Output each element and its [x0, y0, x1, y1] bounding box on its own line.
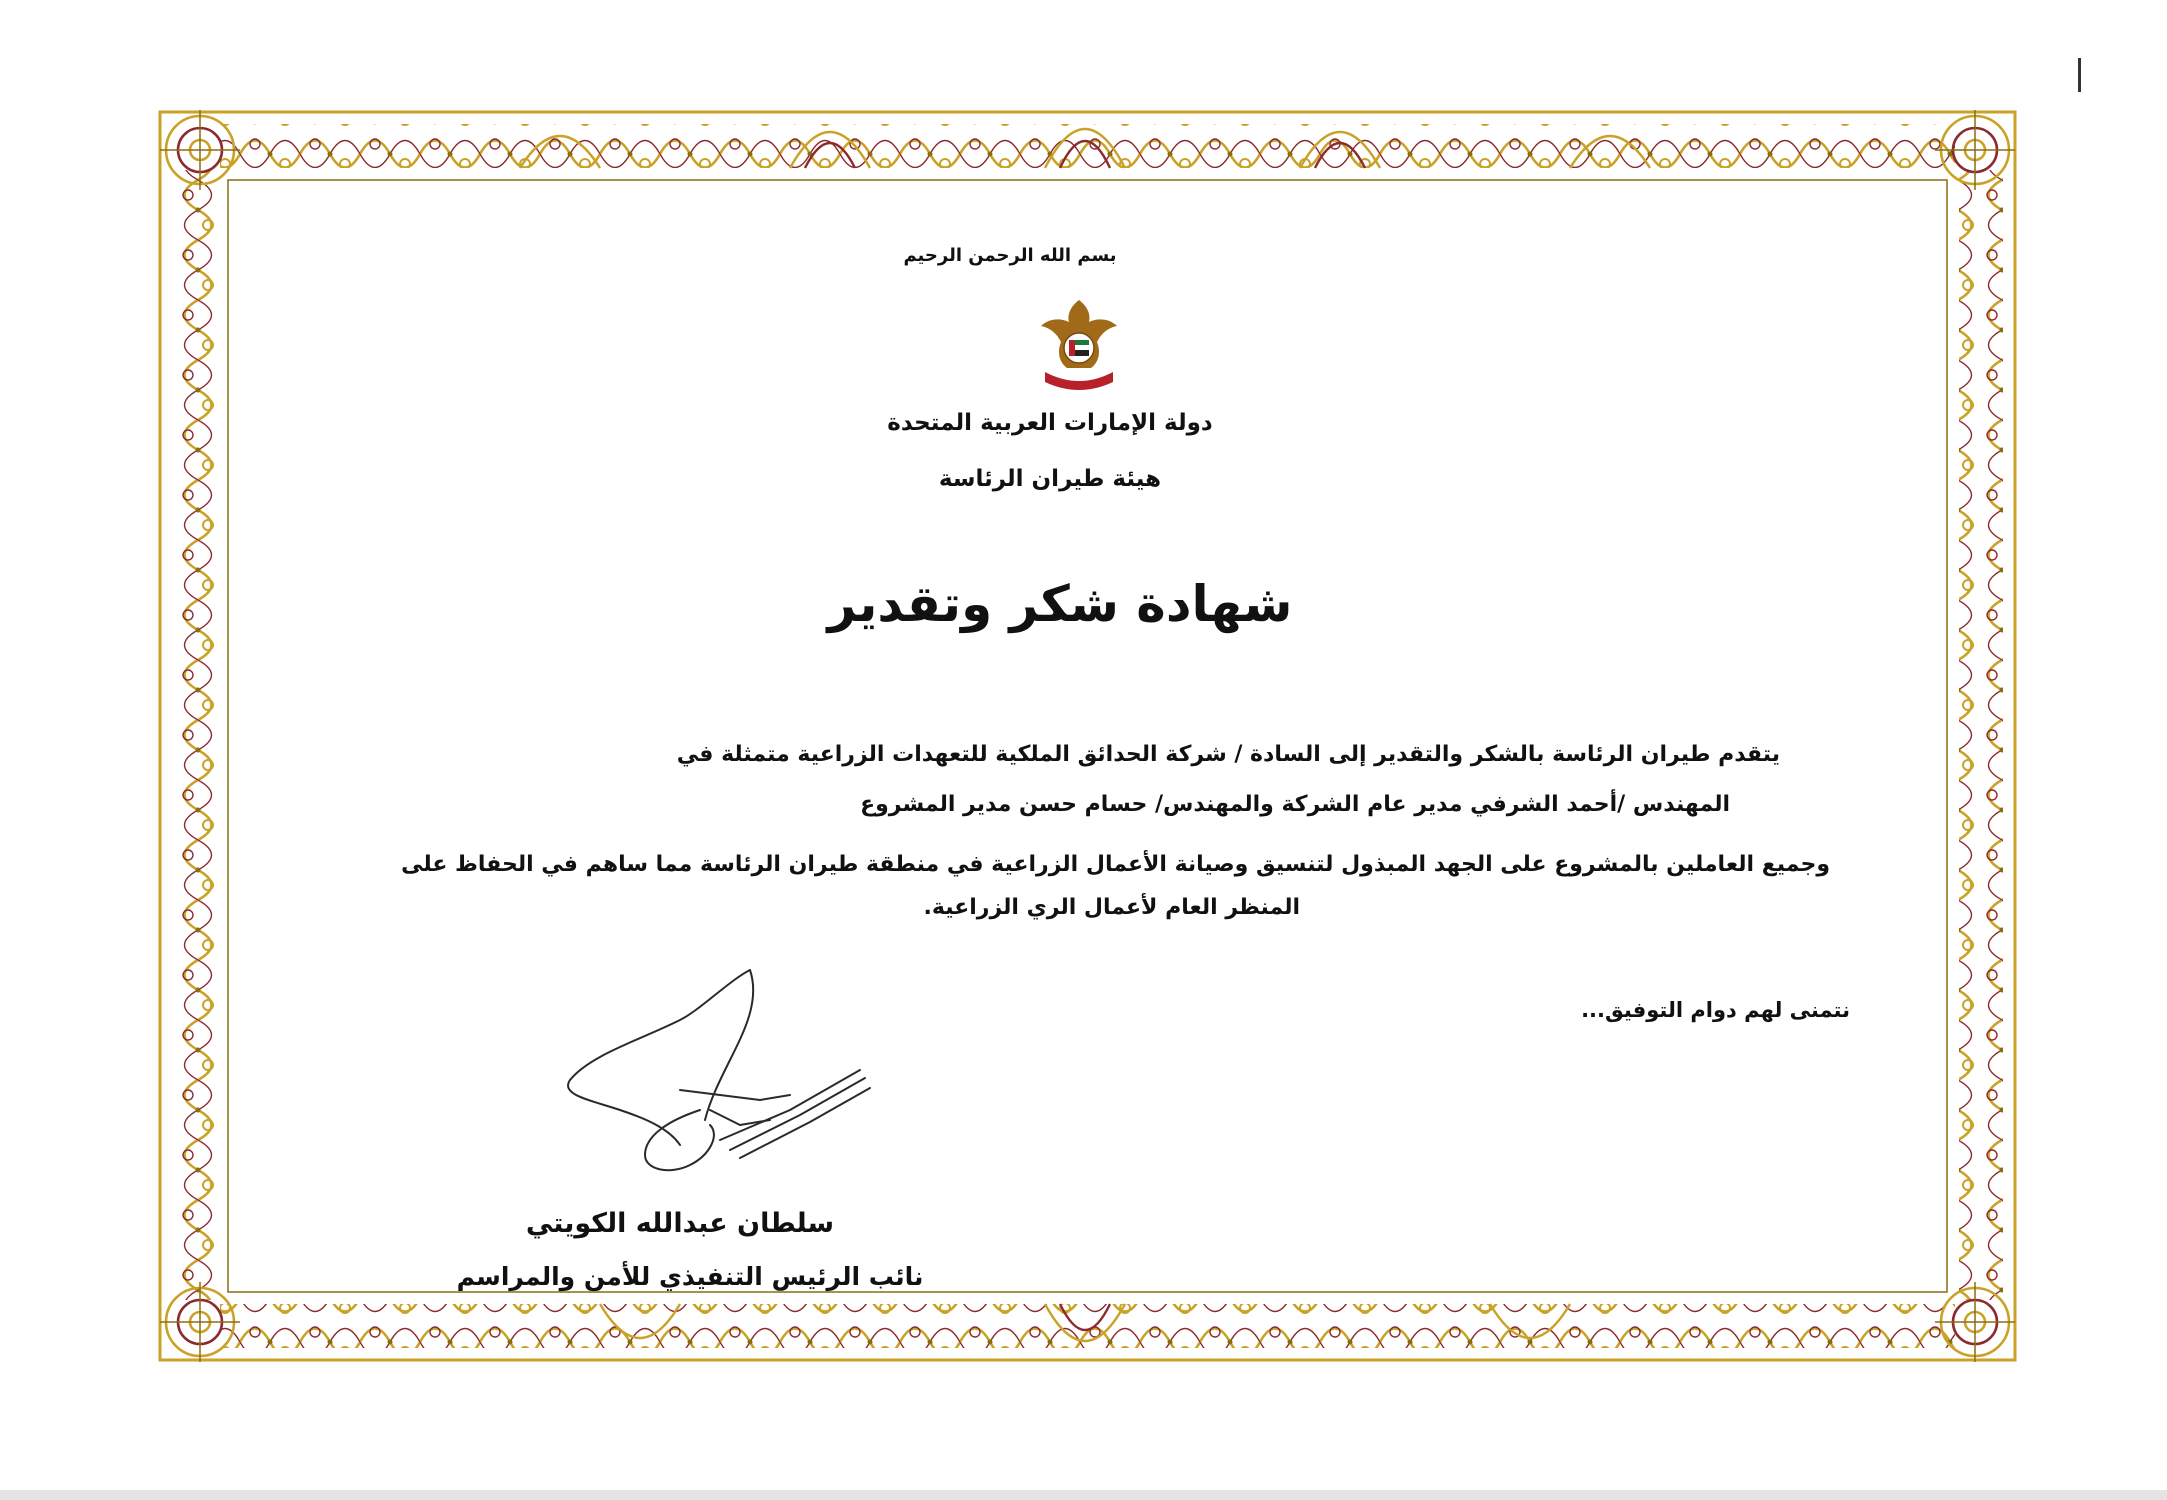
- body-line-1: يتقدم طيران الرئاسة بالشكر والتقدير إلى السادة / شركة الحدائق الملكية للتعهدات الزراعية متمثلة في: [676, 742, 1780, 767]
- uae-falcon-emblem-icon: [1027, 292, 1131, 396]
- body-line-3: وجميع العاملين بالمشروع على الجهد المبذول لتنسيق وصيانة الأعمال الزراعية في منطقة طيران الرئاسة مما ساهم في الحفاظ على: [401, 852, 1830, 877]
- closing-wish: نتمنى لهم دوام التوفيق...: [1581, 998, 1850, 1022]
- body-line-2: المهندس /أحمد الشرفي مدير عام الشركة والمهندس/ حسام حسن مدير المشروع: [860, 792, 1730, 817]
- body-line-4: المنظر العام لأعمال الري الزراعية.: [923, 895, 1300, 920]
- signer-name: سلطان عبدالله الكويتي: [525, 1208, 835, 1239]
- basmala: بسم الله الرحمن الرحيم: [903, 245, 1117, 266]
- authority-name: هيئة طيران الرئاسة: [938, 466, 1162, 492]
- handwritten-signature: [560, 960, 890, 1185]
- country-name: دولة الإمارات العربية المتحدة: [887, 410, 1213, 436]
- certificate-title: شهادة شكر وتقدير: [827, 575, 1293, 633]
- signer-title: نائب الرئيس التنفيذي للأمن والمراسم: [456, 1262, 924, 1291]
